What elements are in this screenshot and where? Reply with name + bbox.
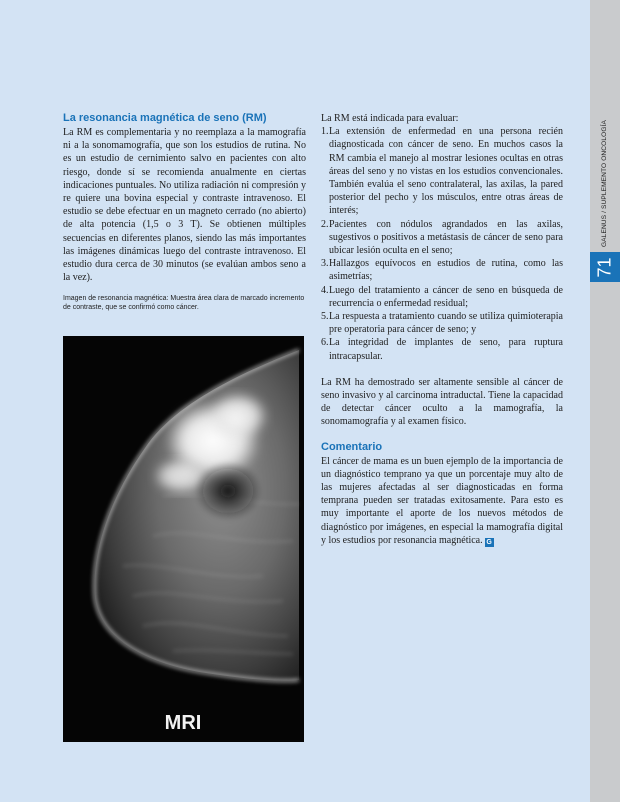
mri-image <box>63 336 304 742</box>
list-item <box>321 125 563 217</box>
list-number: 1. <box>321 126 329 138</box>
section-heading: La resonancia magnética de seno (RM) <box>63 112 267 124</box>
list-text: Luego del tratamiento a cáncer de seno en búsqueda de recurrencia o enfermedad residual; <box>329 284 563 309</box>
page-number: 71 <box>594 256 615 278</box>
list-item <box>321 336 563 362</box>
mri-label: MRI <box>164 712 202 734</box>
list-item <box>321 257 563 283</box>
sensitivity-paragraph: La RM ha demostrado ser altamente sensible al cáncer de seno invasivo y al carcinoma intraductal. Tiene la capacidad de detectar cáncer oculto a la mamografía, la sonomamografía y al examen físico. <box>321 376 563 428</box>
list-item <box>321 218 563 258</box>
end-mark-icon: G <box>486 538 492 546</box>
right-column <box>321 112 563 547</box>
list-item <box>321 310 563 336</box>
list-text: La integridad de implantes de seno, para ruptura intracapsular. <box>329 337 563 362</box>
running-header <box>590 108 620 258</box>
list-text: Pacientes con nódulos agrandados en las axilas, sugestivos o positivos a metástasis de cáncer de seno para ubicar lesión oculta en el seno; <box>329 218 563 257</box>
intro-paragraph: La RM es complementaria y no reemplaza a la mamografía ni a la sonomamografía, que son los estudios de rutina. No es un estudio de cernimiento salvo en pacientes con alto riesgo, donde sí se recomienda anualmente en ciertas indicaciones puntuales. No utiliza radiación ni compresión y re quiere una bovina especial y contraste intravenoso. El estudio se debe efectuar en un magneto cerrado (no abierto) de alta potencia (1,5 o 3 T). Se obtienen múltiples secuencias en diferentes planos, siendo las más importantes las imágenes dinámicas luego del contraste intravenoso. El estudio dura cerca de 30 minutos (se evalúan ambos seno a la vez). <box>63 127 306 284</box>
list-number: 2. <box>321 218 329 230</box>
list-text: La extensión de enfermedad en una persona recién diagnosticada con cáncer de seno. En muchos casos la RM cambia el manejo al mostrar lesiones ocultas en otras áreas del seno y no vistas en los estudios convencionales. También evalúa el seno contralateral, las axilas, la pared posterior del pecho y los músculos, entre otras áreas de interés; <box>329 126 563 217</box>
comment-heading: Comentario <box>321 440 383 453</box>
list-number: 3. <box>321 258 329 270</box>
running-header-text: GALENUS / SUPLEMENTO ONCOLOGÍA <box>601 119 609 247</box>
comment-paragraph <box>321 455 563 547</box>
left-column <box>63 112 306 312</box>
list-number: 5. <box>321 311 329 323</box>
mri-figure <box>63 336 304 742</box>
list-number: 6. <box>321 337 329 349</box>
comment-text: El cáncer de mama es un buen ejemplo de la importancia de un diagnóstico temprano ya que un porcentaje muy alto de las mujeres afectadas al ser diagnosticadas en forma temprana pueden ser tratadas exitosamente. Para esto es muy importante el aporte de los nuevos métodos de diagnóstico por imágenes, en especial la mamografía digital y los estudios por resonancia magnética. <box>321 455 563 546</box>
figure-caption: Imagen de resonancia magnética: Muestra área clara de marcado incremento de contraste, que se confirmó como cáncer. <box>63 295 305 311</box>
indications-list <box>321 125 563 363</box>
dark-area <box>194 461 262 521</box>
list-item <box>321 284 563 310</box>
page-number-box <box>590 252 620 282</box>
list-text: Hallazgos equívocos en estudios de rutina, como las asimetrías; <box>329 258 563 283</box>
list-text: La respuesta a tratamiento cuando se utiliza quimioterapia pre operatoria para cáncer de seno; y <box>329 311 563 336</box>
list-number: 4. <box>321 284 329 296</box>
list-intro: La RM está indicada para evaluar: <box>321 113 459 124</box>
